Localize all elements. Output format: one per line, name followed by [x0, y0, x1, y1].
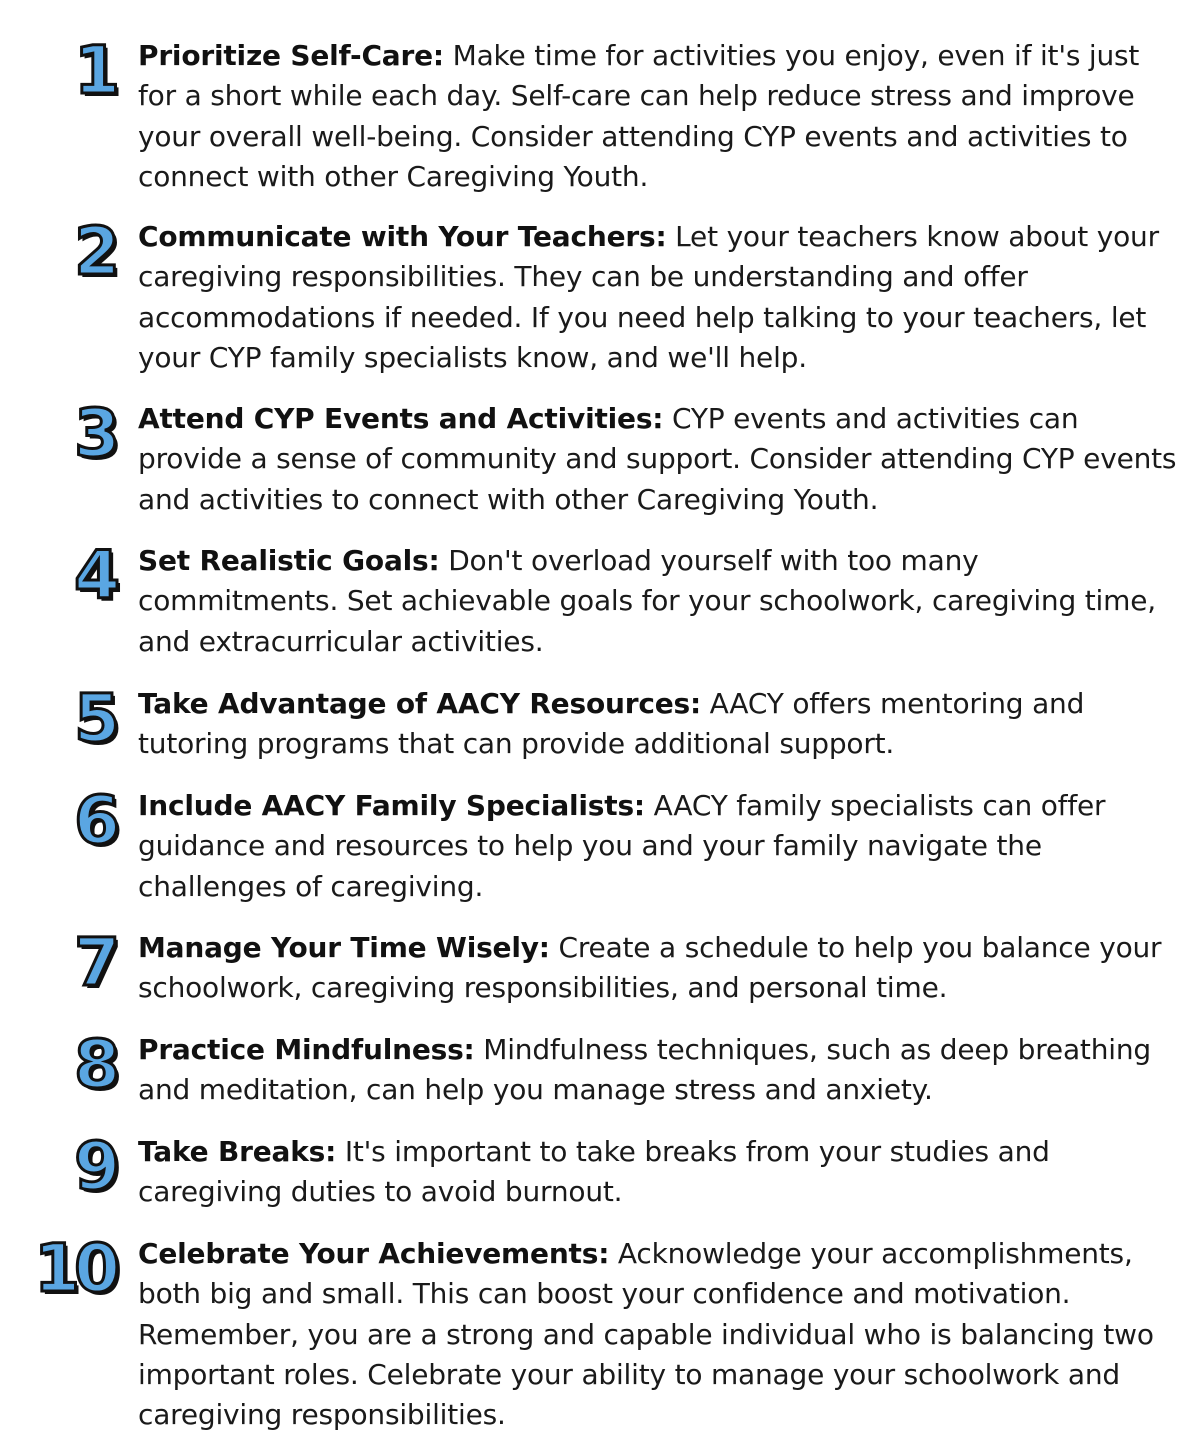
tip-body-9: It's important to take breaks from your studies and caregiving duties to avoid burnout. — [138, 1135, 1050, 1209]
tip-number-5: 5 — [74, 680, 114, 757]
tip-number-7: 7 — [74, 924, 114, 1001]
tip-body-6: AACY family specialists can offer guidance and resources to help you and your family navigate the challenges of caregiving. — [138, 789, 1106, 903]
tip-body-5: AACY offers mentoring and tutoring programs that can provide additional support. — [138, 687, 1085, 761]
tip-text-2 — [138, 217, 1183, 378]
tip-number-3: 3 — [74, 395, 114, 472]
tip-text-4 — [138, 541, 1183, 662]
tip-number-4: 4 — [74, 537, 114, 614]
tip-title-5: Take Advantage of AACY Resources: — [138, 687, 701, 720]
tip-title-7: Manage Your Time Wisely: — [138, 931, 550, 964]
tip-number-6: 6 — [74, 782, 114, 859]
tip-title-10: Celebrate Your Achievements: — [138, 1237, 610, 1270]
tip-text-8 — [138, 1030, 1183, 1111]
tip-body-3: CYP events and activities can provide a sense of community and support. Consider attending CYP events and activities to connect with other Caregiving Youth. — [138, 402, 1177, 516]
tip-text-1 — [138, 36, 1183, 197]
tip-title-9: Take Breaks: — [138, 1135, 337, 1168]
tip-number-10: 10 — [34, 1230, 114, 1307]
tip-body-8: Mindfulness techniques, such as deep breathing and meditation, can help you manage stress and anxiety. — [138, 1033, 1151, 1107]
tip-body-10: Acknowledge your accomplishments, both big and small. This can boost your confidence and motivation. Remember, you are a strong and capable individual who is balancing two important roles. Celebrate your ability to manage your schoolwork and caregiving responsibilities. — [138, 1237, 1154, 1432]
tip-text-6 — [138, 786, 1183, 907]
tip-title-2: Communicate with Your Teachers: — [138, 220, 667, 253]
tip-title-8: Practice Mindfulness: — [138, 1033, 475, 1066]
tip-title-1: Prioritize Self-Care: — [138, 39, 444, 72]
tip-text-10 — [138, 1234, 1183, 1435]
tip-text-5 — [138, 684, 1183, 765]
tip-text-7 — [138, 928, 1183, 1009]
tip-text-9 — [138, 1132, 1183, 1213]
tip-body-1: Make time for activities you enjoy, even if it's just for a short while each day. Self-care can help reduce stress and improve your overall well-being. Consider attending CYP events and activities to connect with other Caregiving Youth. — [138, 39, 1140, 193]
tip-text-3 — [138, 399, 1183, 520]
tip-body-4: Don't overload yourself with too many commitments. Set achievable goals for your schoolwork, caregiving time, and extracurricular activities. — [138, 544, 1156, 658]
tip-title-3: Attend CYP Events and Activities: — [138, 402, 664, 435]
tip-body-7: Create a schedule to help you balance your schoolwork, caregiving responsibilities, and personal time. — [138, 931, 1162, 1005]
tip-number-2: 2 — [74, 213, 114, 290]
tip-number-9: 9 — [74, 1128, 114, 1205]
tip-title-6: Include AACY Family Specialists: — [138, 789, 645, 822]
tip-number-8: 8 — [74, 1026, 114, 1103]
tip-title-4: Set Realistic Goals: — [138, 544, 440, 577]
tip-body-2: Let your teachers know about your caregiving responsibilities. They can be understanding and offer accommodations if needed. If you need help talking to your teachers, let your CYP family specialists know, and we'll help. — [138, 220, 1159, 374]
tip-number-1: 1 — [74, 32, 114, 109]
